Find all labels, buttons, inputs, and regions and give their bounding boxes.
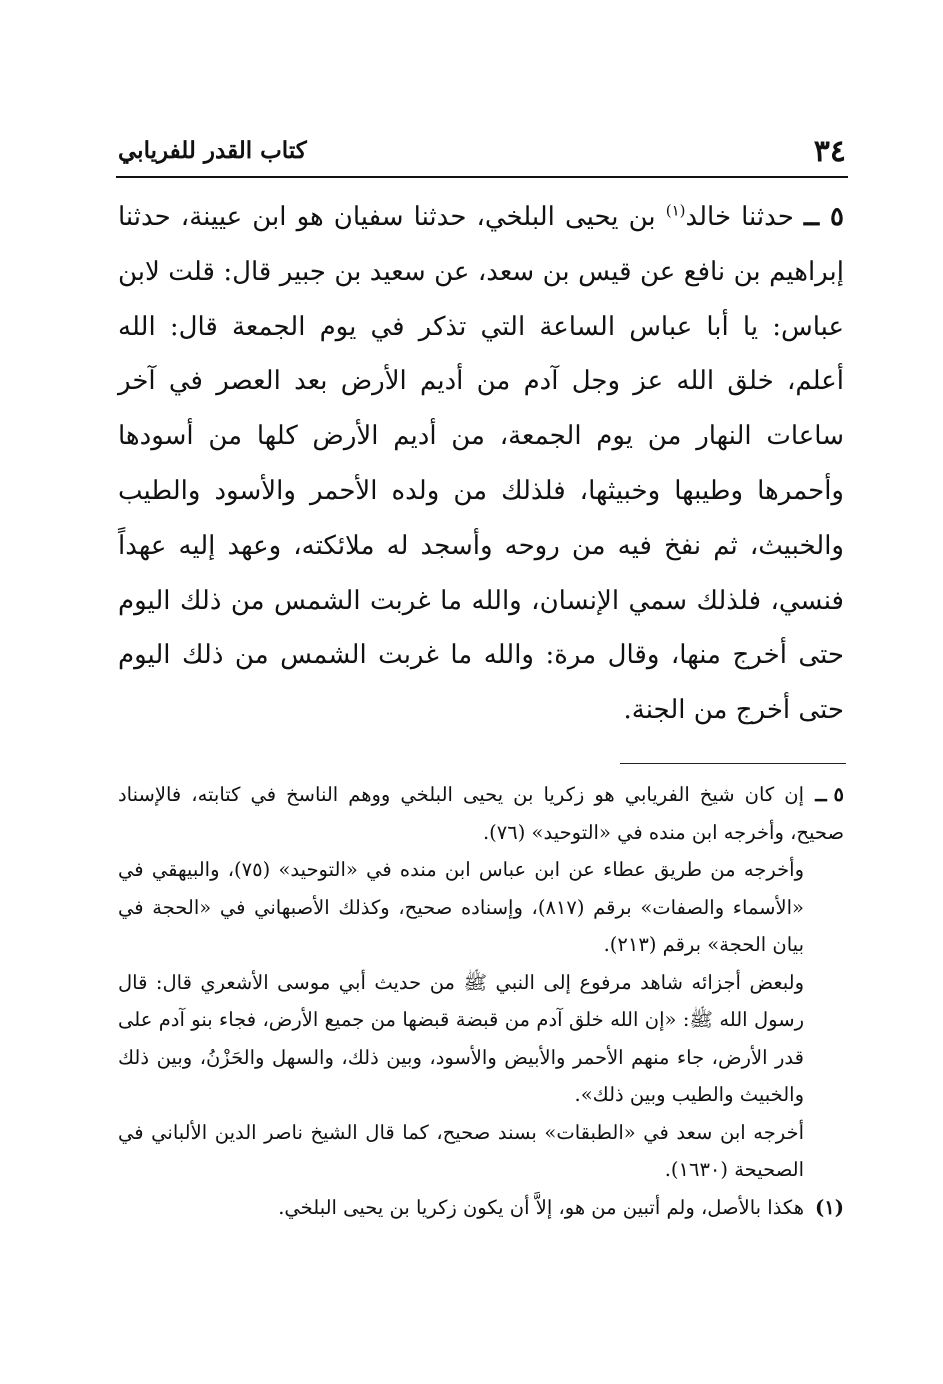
footnote-divider <box>620 763 846 764</box>
footnote-1-text: هكذا بالأصل، ولم أتبين من هو، إلاَّ أن يكون زكريا بن يحيى البلخي. <box>278 1195 804 1219</box>
hadith-text-start: حدثنا خالد <box>685 202 804 232</box>
page-number: ٣٤ <box>813 134 846 169</box>
note-5-paragraph-3: ولبعض أجزائه شاهد مرفوع إلى النبي ﷺ من حديث أبي موسى الأشعري قال: قال رسول الله ﷺ: «إن الله خلق آدم من قبضة قبضها من جميع الأرض، فجاء بنو آدم على قدر الأرض، جاء منهم الأحمر والأبيض والأسود، وبين ذلك، والسهل والحَزْنُ، وبين ذلك والخبيث والطيب وبين ذلك». <box>118 970 804 1106</box>
hadith-text <box>118 190 844 738</box>
page-header <box>118 132 846 176</box>
hadith-number: ٥ ــ <box>803 202 844 232</box>
note-5-line-1: إن كان شيخ الفريابي هو زكريا بن يحيى البلخي ووهم الناسخ في كتابته، فالإسناد صحيح، وأخرجه ابن منده في «التوحيد» (٧٦). <box>118 783 844 844</box>
running-title: كتاب القدر للفريابي <box>118 137 307 164</box>
note-5-number: ٥ ــ <box>815 783 844 806</box>
note-5-paragraph-2: وأخرجه من طريق عطاء عن ابن عباس ابن منده في «التوحيد» (٧٥)، والبيهقي في «الأسماء والصفات» برقم (٨١٧)، وإسناده صحيح، وكذلك الأصبهاني في «الحجة في بيان الحجة» برقم (٢١٣). <box>118 858 804 956</box>
header-divider <box>116 176 848 178</box>
footnote-reference: (١) <box>665 201 686 220</box>
note-5-first-paragraph <box>118 776 844 851</box>
hadith-text-body: بن يحيى البلخي، حدثنا سفيان هو ابن عيينة، حدثنا إبراهيم بن نافع عن قيس بن سعد، عن سعيد بن جبير قال: قلت لابن عباس: يا أبا عباس الساعة التي تذكر في يوم الجمعة قال: الله أعلم، خلق الله عز وجل آدم من أديم الأرض بعد العصر في آخر ساعات النهار من يوم الجمعة، من أديم الأرض كلها من أسودها وأحمرها وطيبها وخبيثها، فلذلك من ولده الأحمر والأسود والطيب والخبيث، ثم نفخ فيه من روحه وأسجد له ملائكته، وعهد إليه عهداً فنسي، فلذلك سمي الإنسان، والله ما غربت الشمس من ذلك اليوم حتى أخرج منها، وقال مرة: والله ما غربت الشمس من ذلك اليوم حتى أخرج من الجنة. <box>118 202 844 726</box>
footnote-1 <box>118 1189 844 1227</box>
footnote-1-number: (١) <box>815 1195 844 1219</box>
note-5-paragraph-4: أخرجه ابن سعد في «الطبقات» بسند صحيح، كما قال الشيخ ناصر الدين الألباني في الصحيحة (١٦٣٠). <box>118 1120 804 1181</box>
footnotes <box>118 776 844 1226</box>
